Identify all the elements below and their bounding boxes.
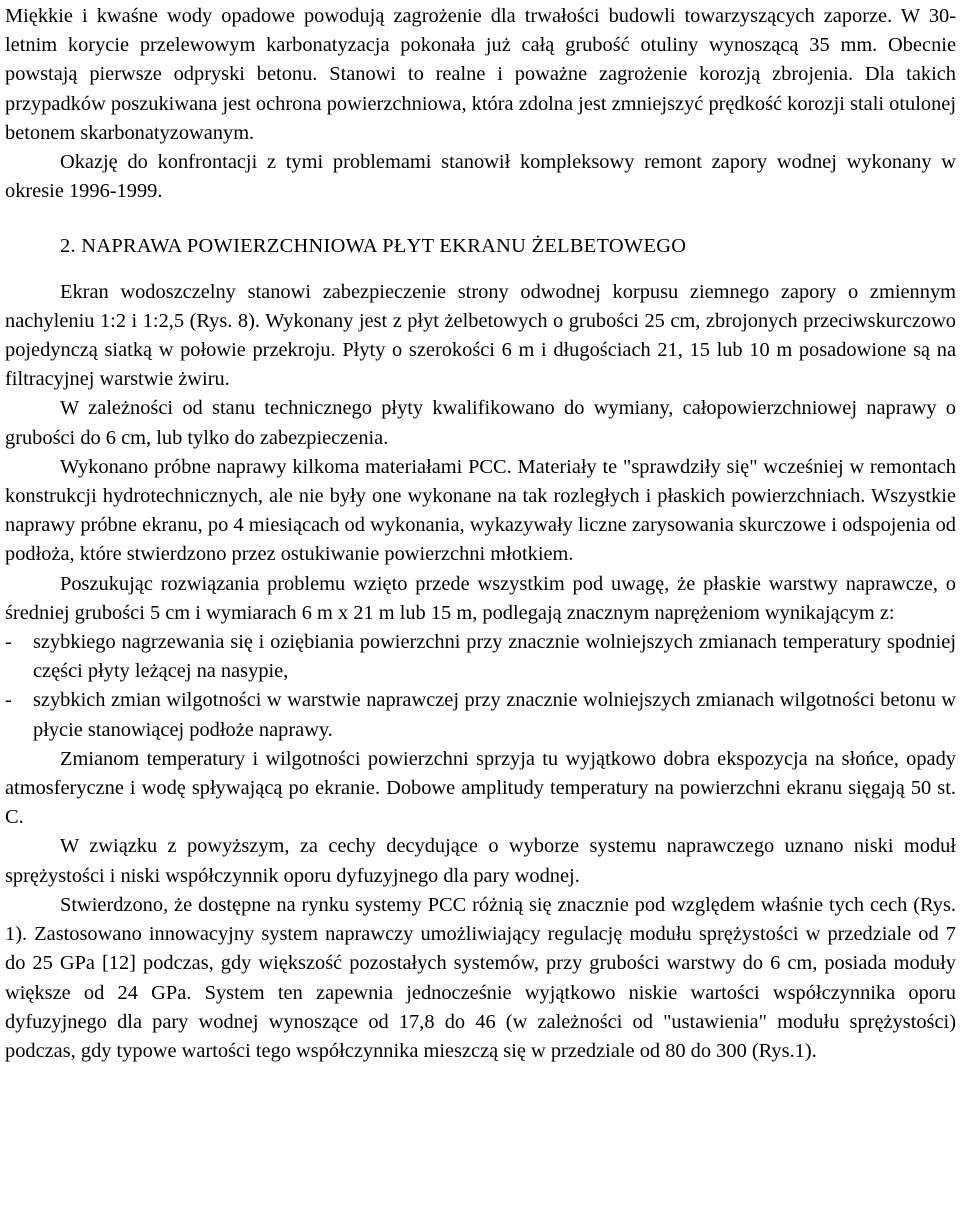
section-heading: 2. NAPRAWA POWIERZCHNIOWA PŁYT EKRANU ŻELBETOWEGO: [60, 235, 687, 258]
list-item: [5, 628, 956, 686]
list-dash: -: [5, 689, 12, 712]
paragraph-section-3: Wykonano próbne naprawy kilkoma materiałami PCC. Materiały te "sprawdziły się" wcześniej w remontach konstrukcji hydrotechnicznych, ale nie były one wykonane na tak rozległych i płaskich powierzchniach. Wszystkie naprawy próbne ekranu, po 4 miesiącach od wykonania, wykazywały liczne zarysowania skurczowe i odspojenia od podłoża, które stwierdzono przez ostukiwanie powierzchni młotkiem.: [5, 455, 956, 566]
paragraph-closing-1: Zmianom temperatury i wilgotności powierzchni sprzyja tu wyjątkowo dobra ekspozycja na słońce, opady atmosferyczne i wodę spływającą po ekranie. Dobowe amplitudy temperatury na powierzchni ekranu sięgają 50 st. C.: [5, 747, 956, 829]
list-item: [5, 686, 956, 744]
paragraph-closing-3: Stwierdzono, że dostępne na rynku systemy PCC różnią się znacznie pod względem właśnie tych cech (Rys. 1). Zastosowano innowacyjny system naprawczy umożliwiający regulację modułu sprężystości w przedziale od 7 do 25 GPa [12] podczas, gdy większość pozostałych systemów, przy grubości warstwy do 6 cm, posiada moduły większe od 24 GPa. System ten zapewnia jednocześnie wyjątkowo niskie wartości współczynnika oporu dyfuzyjnego dla pary wodnej wynoszące od 17,8 do 46 (w zależności od "ustawienia" modułu sprężystości) podczas, gdy typowe wartości tego współczynnika mieszczą się w przedziale od 80 do 300 (Rys.1).: [5, 893, 956, 1062]
paragraph-section-1: Ekran wodoszczelny stanowi zabezpieczenie strony odwodnej korpusu ziemnego zapory o zmiennym nachyleniu 1:2 i 1:2,5 (Rys. 8). Wykonany jest z płyt żelbetowych o grubości 25 cm, zbrojonych przeciwskurczowo pojedynczą siatką w połowie przekroju. Płyty o szerokości 6 m i długościach 21, 15 lub 10 m posadowione są na filtracyjnej warstwie żwiru.: [5, 280, 956, 391]
list-item-text: szybkich zmian wilgotności w warstwie naprawczej przy znacznie wolniejszych zmianach wilgotności betonu w płycie stanowiącej podłoże naprawy.: [33, 689, 956, 741]
heading-spacer: [5, 262, 956, 278]
paragraph-intro-1: Miękkie i kwaśne wody opadowe powodują zagrożenie dla trwałości budowli towarzyszących zaporze. W 30-letnim korycie przelewowym karbonatyzacja pokonała już całą grubość otuliny wynoszącą 35 mm. Obecnie powstają pierwsze odpryski betonu. Stanowi to realne i poważne zagrożenie korozją zbrojenia. Dla takich przypadków poszukiwana jest ochrona powierzchniowa, która zdolna jest zmniejszyć prędkość korozji stali otulonej betonem skarbonatyzowanym.: [5, 5, 956, 144]
list-dash: -: [5, 631, 12, 654]
paragraph-section-2: W zależności od stanu technicznego płyty kwalifikowano do wymiany, całopowierzchniowej naprawy o grubości do 6 cm, lub tylko do zabezpieczenia.: [5, 397, 956, 449]
paragraph-intro-2: Okazję do konfrontacji z tymi problemami stanowił kompleksowy remont zapory wodnej wykonany w okresie 1996-1999.: [5, 151, 956, 203]
paragraph-closing-2: W związku z powyższym, za cechy decydujące o wyborze systemu naprawczego uznano niski moduł sprężystości i niski współczynnik oporu dyfuzyjnego dla pary wodnej.: [5, 835, 956, 887]
paragraph-section-4: Poszukując rozwiązania problemu wzięto przede wszystkim pod uwagę, że płaskie warstwy naprawcze, o średniej grubości 5 cm i wymiarach 6 m x 21 m lub 15 m, podlegają znacznym naprężeniom wynikającym z:: [5, 572, 956, 624]
list-item-text: szybkiego nagrzewania się i oziębiania powierzchni przy znacznie wolniejszych zmianach temperatury spodniej części płyty leżącej na nasypie,: [33, 631, 956, 683]
